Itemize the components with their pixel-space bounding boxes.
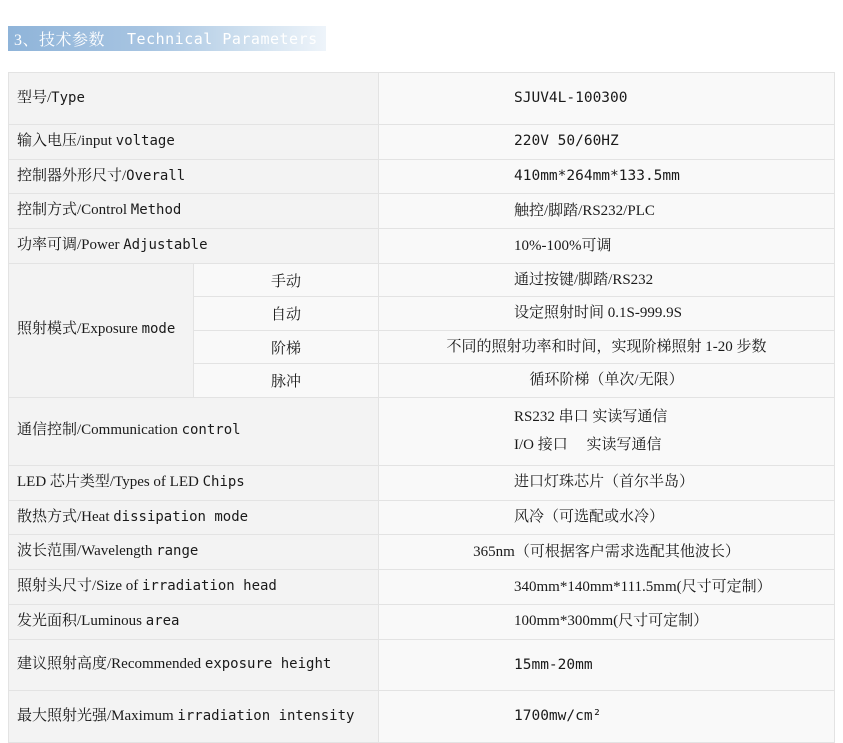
label-cn: LED 芯片类型/Types of LED	[17, 473, 203, 490]
row-label-irradiation-head-size	[9, 570, 379, 605]
row-value-step: 不同的照射功率和时间，实现阶梯照射 1-20 步数	[379, 330, 835, 364]
label-en: Overall	[126, 167, 186, 184]
value-text: 220V 50/60HZ	[514, 133, 619, 150]
communication-line-2: I/O 接口 实读写通信	[514, 437, 662, 454]
label-en: irradiation intensity	[177, 707, 355, 724]
table-row	[9, 73, 835, 125]
section-heading	[8, 26, 326, 51]
label-cn: 通信控制/Communication	[17, 422, 182, 439]
value-text: 410mm*264mm*133.5mm	[514, 168, 680, 184]
row-value-manual: 通过按键/脚踏/RS232	[379, 263, 835, 297]
table-row	[9, 570, 835, 605]
row-sublabel-pulse: 脉冲	[194, 364, 379, 398]
table-row	[9, 263, 835, 297]
label-cn: 最大照射光强/Maximum	[17, 707, 178, 724]
row-value-overall-size	[379, 159, 835, 194]
row-label-wavelength-range	[9, 535, 379, 570]
table-row	[9, 465, 835, 500]
table-row	[9, 604, 835, 639]
label-cn: 控制方式/Control	[17, 202, 131, 219]
label-en: Adjustable	[123, 237, 208, 253]
value-text: SJUV4L-100300	[514, 90, 628, 106]
row-label-luminous-area	[9, 604, 379, 639]
row-label-control-method	[9, 194, 379, 229]
label-cn: 输入电压/input	[17, 132, 116, 149]
row-value-auto: 设定照射时间 0.1S-999.9S	[379, 297, 835, 331]
label-cn: 波长范围/Wavelength	[17, 543, 157, 560]
table-row	[9, 194, 835, 229]
table-row	[9, 500, 835, 535]
value-text: 10%-100%可调	[514, 237, 612, 254]
label-cn: 发光面积/Luminous	[17, 612, 146, 629]
label-cn: 照射头尺寸/Size of	[17, 578, 142, 594]
row-label-recommended-height	[9, 639, 379, 691]
row-value-recommended-height	[379, 639, 835, 691]
row-value-power-adjustable	[379, 229, 835, 264]
label-cn: 型号/	[17, 89, 52, 106]
label-en: dissipation mode	[113, 508, 249, 525]
row-sublabel-step: 阶梯	[194, 330, 379, 364]
row-sublabel-manual: 手动	[194, 263, 379, 297]
label-en: mode	[141, 321, 176, 338]
value-text: 15mm-20mm	[514, 656, 593, 673]
label-en: irradiation head	[142, 578, 277, 594]
table-row	[9, 397, 835, 465]
value-text: 触控/脚踏/RS232/PLC	[514, 202, 655, 219]
section-heading-en: Technical Parameters	[127, 29, 318, 48]
label-en: voltage	[115, 132, 175, 149]
label-cn: 功率可调/Power	[17, 237, 124, 253]
row-label-type	[9, 73, 379, 125]
row-value-heat-dissipation: 风冷（可选配或水冷）	[379, 500, 835, 535]
label-en: Chips	[202, 473, 245, 490]
section-heading-cn: 3、技术参数	[14, 32, 106, 49]
row-value-input-voltage	[379, 124, 835, 159]
row-label-exposure-mode	[9, 263, 194, 397]
table-row	[9, 535, 835, 570]
label-cn: 控制器外形尺寸/	[17, 167, 127, 184]
row-label-max-intensity	[9, 691, 379, 743]
row-value-pulse: 循环阶梯（单次/无限）	[379, 364, 835, 398]
row-value-luminous-area: 100mm*300mm(尺寸可定制）	[379, 604, 835, 639]
row-label-power-adjustable	[9, 229, 379, 264]
table-row	[9, 229, 835, 264]
row-value-type	[379, 73, 835, 125]
label-en: exposure height	[204, 656, 332, 672]
row-value-max-intensity	[379, 691, 835, 743]
row-label-heat-dissipation	[9, 500, 379, 535]
table-row	[9, 691, 835, 743]
label-en: control	[181, 422, 241, 439]
row-label-overall-size	[9, 159, 379, 194]
table-row	[9, 159, 835, 194]
label-cn: 散热方式/Heat	[17, 508, 114, 525]
row-value-control-method	[379, 194, 835, 229]
value-text: 1700mw/cm²	[514, 708, 602, 725]
table-row	[9, 124, 835, 159]
row-label-input-voltage	[9, 124, 379, 159]
row-value-communication-control	[379, 397, 835, 465]
table-row	[9, 639, 835, 691]
row-label-communication-control	[9, 397, 379, 465]
row-value-wavelength-range: 365nm（可根据客户需求选配其他波长）	[379, 535, 835, 570]
label-cn: 建议照射高度/Recommended	[17, 656, 205, 672]
label-en: Method	[130, 202, 182, 219]
row-value-led-chip-type: 进口灯珠芯片（首尔半岛）	[379, 465, 835, 500]
row-value-irradiation-head-size: 340mm*140mm*111.5mm(尺寸可定制）	[379, 570, 835, 605]
label-en: range	[156, 543, 199, 560]
communication-line-1: RS232 串口 实读写通信	[514, 408, 668, 425]
row-sublabel-auto: 自动	[194, 297, 379, 331]
label-cn: 照射模式/Exposure	[17, 321, 142, 338]
row-label-led-chip-type	[9, 465, 379, 500]
label-en: Type	[51, 89, 85, 106]
technical-parameters-table	[8, 72, 835, 743]
label-en: area	[145, 612, 180, 629]
